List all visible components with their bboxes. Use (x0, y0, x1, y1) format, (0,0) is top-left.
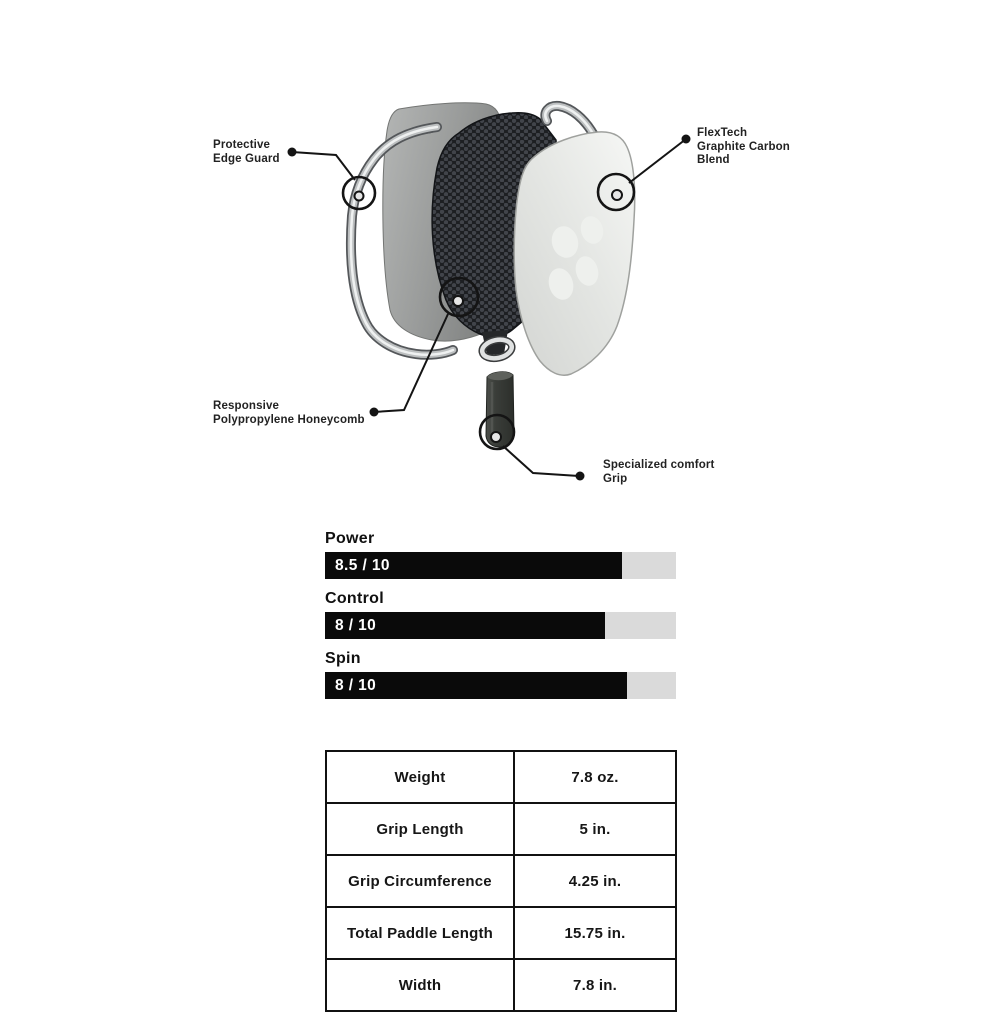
callout-label-edge-guard (213, 139, 280, 166)
callout-line: Grip (603, 472, 628, 485)
front-face (514, 132, 635, 375)
callout-line: Protective (213, 139, 271, 151)
spec-value: 15.75 in. (514, 907, 676, 959)
rating-bar-fill (325, 612, 605, 639)
rating-control (325, 590, 676, 639)
rating-label: Power (325, 530, 375, 547)
callout-line: Specialized comfort (603, 459, 715, 471)
spec-label: Width (326, 959, 514, 1011)
callout-label-grip (603, 459, 715, 486)
rating-label: Control (325, 590, 384, 607)
spec-label: Grip Length (326, 803, 514, 855)
rating-bar-fill (325, 552, 622, 579)
table-row (326, 855, 676, 907)
leader-grip (503, 446, 579, 476)
rating-bar-track (325, 612, 676, 639)
rating-bar-track (325, 552, 676, 579)
spec-label: Total Paddle Length (326, 907, 514, 959)
callout-line: Graphite Carbon (697, 140, 790, 153)
table-row (326, 803, 676, 855)
spec-label: Grip Circumference (326, 855, 514, 907)
callout-line: Polypropylene Honeycomb (213, 413, 365, 426)
spec-table (325, 750, 677, 1012)
spec-value: 5 in. (514, 803, 676, 855)
table-row (326, 959, 676, 1011)
callout-label-core-material (213, 400, 365, 427)
callout-line: Responsive (213, 400, 280, 412)
rating-value: 8 / 10 (335, 616, 377, 634)
table-row (326, 751, 676, 803)
rating-bar-fill (325, 672, 627, 699)
spec-value: 7.8 in. (514, 959, 676, 1011)
rating-label: Spin (325, 650, 361, 667)
rating-power (325, 530, 676, 579)
spec-table-grid (325, 750, 677, 1012)
callout-line: Blend (697, 154, 730, 166)
rating-spin (325, 650, 676, 699)
rating-bar-track (325, 672, 676, 699)
callout-label-face-material (697, 127, 790, 168)
table-row (326, 907, 676, 959)
leader-edge-guard (292, 152, 355, 180)
leader-face-material (629, 139, 686, 183)
rating-value: 8.5 / 10 (335, 556, 390, 574)
spec-value: 7.8 oz. (514, 751, 676, 803)
callout-line: FlexTech (697, 127, 748, 139)
rating-value: 8 / 10 (335, 676, 377, 694)
spec-value: 4.25 in. (514, 855, 676, 907)
callout-line: Edge Guard (213, 152, 280, 165)
spec-label: Weight (326, 751, 514, 803)
